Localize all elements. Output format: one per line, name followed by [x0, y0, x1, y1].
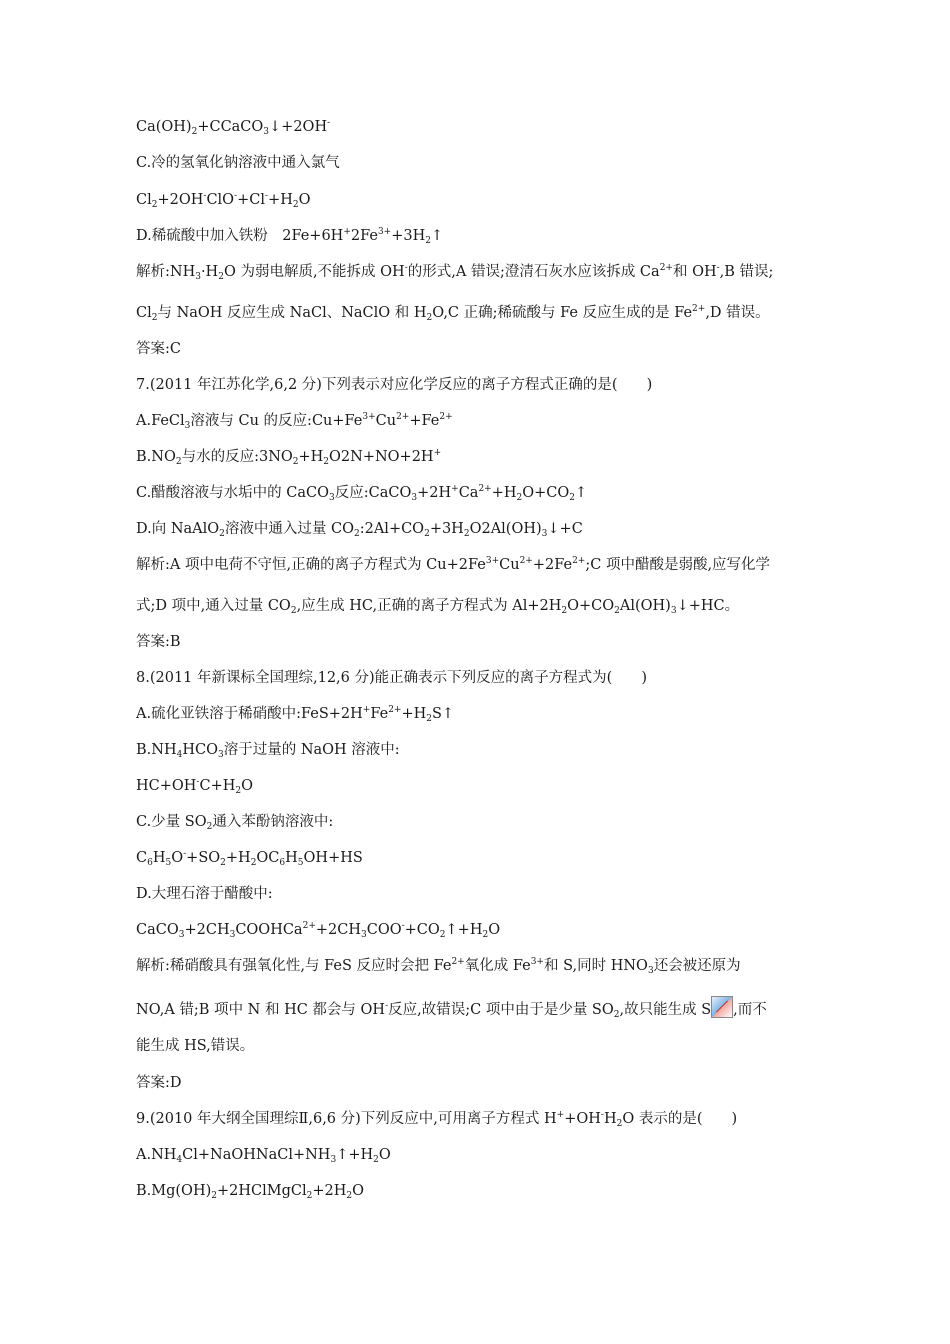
text-line: $Cl_2$与 NaOH 反应生成 NaCl、NaClO 和 $H_2O,C$ 正确;稀硫酸与 Fe 反应生成的是 $Fe^{2+},D$ 错误。 [136, 304, 770, 323]
text-line: A.FeCl$_3$溶液与 Cu 的反应$:Cu+Fe^{3+}Cu^{2+}+Fe^{2+}$ [136, 412, 453, 431]
text-line: 7.(2011 年江苏化学,6,2 分)下列表示对应化学反应的离子方程式正确的是( ) [136, 377, 653, 393]
text-line: $CaCO_3+2CH_3COOHCa^{2+}+2CH_3COO^-+CO_2↑+H_2O$ [136, 921, 501, 940]
text-line: 答案:D [136, 1075, 182, 1091]
text-line: D.大理石溶于醋酸中: [136, 886, 273, 902]
text-line: D.稀硫酸中加入铁粉 $2Fe+6H^+2Fe^{3+}+3H_2↑$ [136, 227, 444, 246]
text-line: 9.(2010 年大纲全国理综Ⅱ,6,6 分)下列反应中,可用离子方程式 $H^++OH^-H_2O$ 表示的是( ) [136, 1110, 738, 1129]
text-line: C.醋酸溶液与水垢中的 CaCO$_3$反应$:CaCO_3+2H^+Ca^{2+}+H_2O+CO_2↑$ [136, 484, 588, 503]
text-line: $HC+OH^-C+H_2O$ [136, 777, 253, 796]
text-line: 式;D 项中,通入过量 $CO_2$,应生成 HC,正确的离子方程式为 $Al+2H_2O+CO_2Al(OH)_3↓+HC$。 [136, 598, 740, 616]
broken-image-icon [711, 996, 733, 1018]
text-line: 解析$:NH_3\cdot H_2O$ 为弱电解质,不能拆成 OH-的形式,A 错误;澄清石灰水应该拆成 $Ca^{2+}$和 OH-,B 错误; [136, 263, 774, 282]
text-line: 解析:稀硝酸具有强氧化性,与 FeS 反应时会把 $Fe^{2+}$氧化成 $Fe^{3+}$和 S,同时 $HNO_3$还会被还原为 [136, 957, 741, 976]
text-line: $Ca(OH)_2+CCaCO_3↓+2OH^-$ [136, 118, 331, 137]
text-line: D.向 NaAlO$_2$溶液中通入过量 $CO_2:2Al+CO_2+3H_2O2Al(OH)_3↓+C$ [136, 521, 583, 539]
text-line: $B.Mg(OH)_2+2HClMgCl_2+2H_2O$ [136, 1183, 364, 1201]
text-line: $C_6H_5O^-+SO_2+H_2OC_6H_5OH+HS$ [136, 849, 363, 868]
text-line: 8.(2011 年新课标全国理综,12,6 分)能正确表示下列反应的离子方程式为( ) [136, 670, 647, 686]
text-line: 答案:C [136, 341, 181, 357]
text-line: $B.NO_2$与水的反应$:3NO_2+H_2O2N+NO+2H^+$ [136, 448, 442, 467]
text-line: $B.NH_4HCO_3$溶于过量的 NaOH 溶液中: [136, 742, 400, 760]
text-line: C.少量 $SO_2$通入苯酚钠溶液中: [136, 814, 334, 832]
text-line: A.硫化亚铁溶于稀硝酸中$:FeS+2H^+Fe^{2+}+H_2S↑$ [136, 705, 455, 724]
text-line: NO,A 错;B 项中 N 和 HC 都会与 OH-反应,故错误;C 项中由于是少量 $SO_2$,故只能生成 S ,而不 [136, 996, 767, 1020]
text-line: $Cl_2+2OH^-ClO^-+Cl^-+H_2O$ [136, 191, 311, 210]
text-line: C.冷的氢氧化钠溶液中通入氯气 [136, 155, 340, 171]
text-line: 答案:B [136, 634, 181, 650]
text-line: 能生成 HS,错误。 [136, 1038, 255, 1054]
text-line: 解析:A 项中电荷不守恒,正确的离子方程式为 $Cu+2Fe^{3+}Cu^{2+}+2Fe^{2+};C$ 项中醋酸是弱酸,应写化学 [136, 556, 771, 573]
text-line: $A.NH_4Cl+NaOHNaCl+NH_3↑+H_2O$ [136, 1147, 391, 1165]
